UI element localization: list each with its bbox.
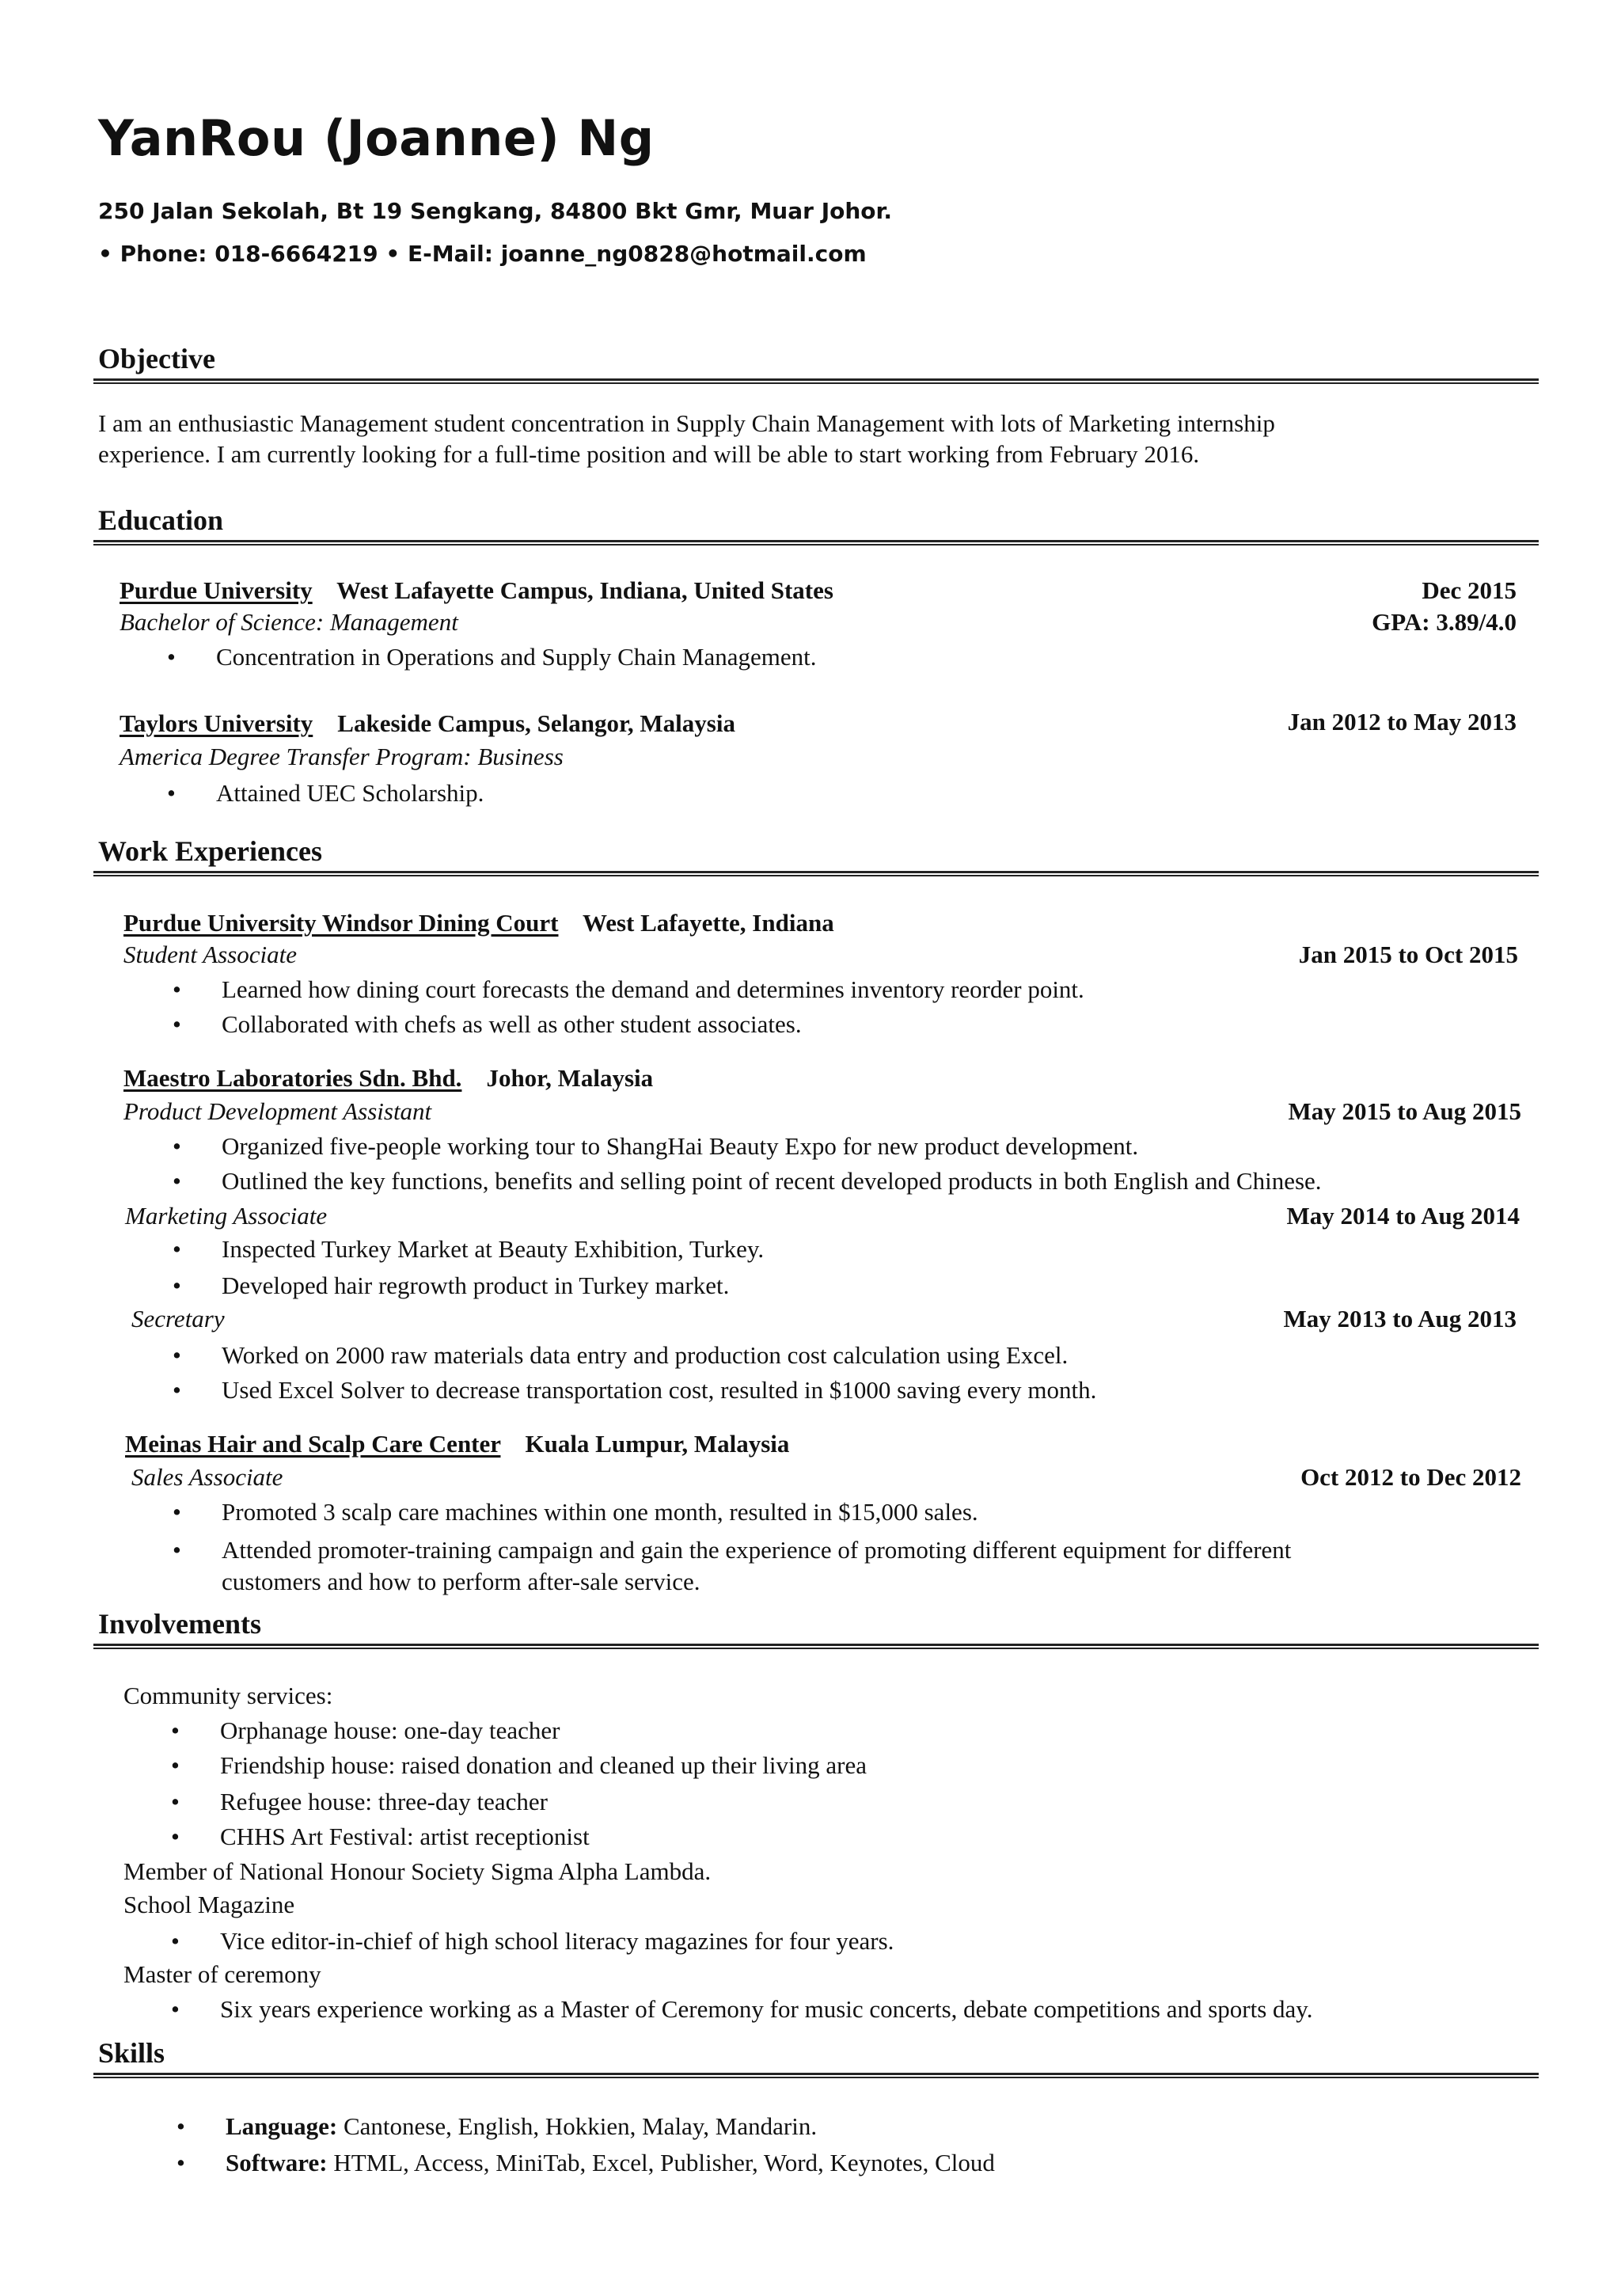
community-label: Community services: [123,1682,333,1709]
bullet-icon: • [177,2149,185,2176]
objective-line-2: experience. I am currently looking for a full-time position and will be able to start working from February 2016. [98,440,1200,468]
list-item: • Attended promoter-training campaign and gain the experience of promoting different equipment for different [173,1536,1292,1564]
address-line: 250 Jalan Sekolah, Bt 19 Sengkang, 84800 Bkt Gmr, Muar Johor. [98,198,892,224]
role-title: Sales Associate [131,1463,283,1491]
role-date: May 2015 to Aug 2015 [1288,1097,1521,1125]
employer-heading [125,1430,789,1458]
degree: America Degree Transfer Program: Business [120,743,564,770]
bullet-icon: • [173,1132,181,1160]
list-item: • Organized five-people working tour to ShangHai Beauty Expo for new product development. [173,1132,1139,1160]
role-title: Secretary [131,1305,225,1332]
list-item: • Attained UEC Scholarship. [167,779,484,807]
section-divider [93,540,1539,545]
bullet-icon: • [167,643,176,671]
list-item: • CHHS Art Festival: artist receptionist [171,1823,590,1850]
bullet-icon: • [173,1341,181,1369]
skill-label: Language: [226,2112,338,2140]
role-date: May 2013 to Aug 2013 [1283,1305,1517,1332]
role-date: Oct 2012 to Dec 2012 [1300,1463,1521,1491]
education-entry-2-heading [120,709,735,738]
honour-society: Member of National Honour Society Sigma Alpha Lambda. [123,1857,712,1885]
bullet-icon: • [173,1235,181,1263]
skill-item [177,2112,818,2141]
bullet-icon: • [171,1927,180,1955]
section-title-objective: Objective [98,343,215,374]
list-item: • Worked on 2000 raw materials data entry and production cost calculation using Excel. [173,1341,1069,1369]
bullet-icon: • [177,2112,185,2140]
list-item: • Learned how dining court forecasts the demand and determines inventory reorder point. [173,975,1084,1003]
bullet-icon: • [171,1788,180,1815]
role-date: Jan 2015 to Oct 2015 [1298,941,1518,968]
employer-heading [123,1064,653,1093]
education-date: Dec 2015 [1422,576,1517,604]
list-item: • Outlined the key functions, benefits and selling point of recent developed products in both English and Chinese. [173,1167,1322,1195]
mc-label: Master of ceremony [123,1960,321,1988]
role-title: Product Development Assistant [123,1097,432,1125]
bullet-icon: • [173,1498,181,1526]
bullet-icon: • [167,779,176,807]
degree: Bachelor of Science: Management [120,608,458,636]
section-title-work: Work Experiences [98,835,322,867]
bullet-icon: • [171,1751,180,1779]
list-item: • Used Excel Solver to decrease transportation cost, resulted in $1000 saving every month. [173,1376,1097,1404]
list-item: • Six years experience working as a Master of Ceremony for music concerts, debate competitions and sports day. [171,1995,1313,2023]
employer-location: West Lafayette, Indiana [582,909,834,937]
employer-location: Johor, Malaysia [486,1064,654,1092]
employer-location: Kuala Lumpur, Malaysia [525,1430,790,1458]
list-item: • Refugee house: three-day teacher [171,1788,548,1815]
school-name: Taylors University [120,709,313,737]
bullet-icon: • [173,1272,181,1299]
gpa: GPA: 3.89/4.0 [1372,608,1517,636]
skill-value: HTML, Access, MiniTab, Excel, Publisher, Word, Keynotes, Cloud [327,2149,995,2176]
section-title-skills: Skills [98,2037,165,2069]
bullet-icon: • [173,1167,181,1195]
section-divider [93,378,1539,384]
section-title-involvements: Involvements [98,1608,261,1640]
employer-name: Meinas Hair and Scalp Care Center [125,1430,501,1458]
contact-line: • Phone: 018-6664219 • E-Mail: joanne_ng0828@hotmail.com [98,241,867,267]
skill-value: Cantonese, English, Hokkien, Malay, Mandarin. [337,2112,818,2140]
list-item: • Collaborated with chefs as well as other student associates. [173,1010,802,1038]
school-name: Purdue University [120,576,313,604]
list-item: • Developed hair regrowth product in Turkey market. [173,1272,730,1299]
bullet-icon: • [173,1010,181,1038]
bullet-icon: • [171,1716,180,1744]
skill-item [177,2149,995,2177]
magazine-label: School Magazine [123,1891,295,1918]
list-item: • Promoted 3 scalp care machines within one month, resulted in $15,000 sales. [173,1498,978,1526]
bullet-icon: • [171,1823,180,1850]
bullet-icon: • [173,975,181,1003]
list-item: • Concentration in Operations and Supply Chain Management. [167,643,817,671]
bullet-icon: • [173,1376,181,1404]
employer-name: Purdue University Windsor Dining Court [123,909,559,937]
role-title: Student Associate [123,941,297,968]
list-item: • Orphanage house: one-day teacher [171,1716,560,1744]
employer-heading [123,909,834,937]
candidate-name: YanRou (Joanne) Ng [98,109,655,167]
school-location: West Lafayette Campus, Indiana, United States [336,576,833,604]
role-title: Marketing Associate [125,1202,328,1230]
section-title-education: Education [98,504,224,536]
list-item: • Friendship house: raised donation and cleaned up their living area [171,1751,867,1779]
employer-name: Maestro Laboratories Sdn. Bhd. [123,1064,462,1092]
education-entry-1-heading [120,576,833,605]
school-location: Lakeside Campus, Selangor, Malaysia [337,709,735,737]
section-divider [93,1644,1539,1649]
section-divider [93,2073,1539,2078]
list-item: • Vice editor-in-chief of high school literacy magazines for four years. [171,1927,894,1955]
role-date: May 2014 to Aug 2014 [1286,1202,1520,1230]
objective-line-1: I am an enthusiastic Management student concentration in Supply Chain Management with lots of Marketing internship [98,409,1275,437]
skill-label: Software: [226,2149,328,2176]
education-date: Jan 2012 to May 2013 [1287,708,1517,736]
bullet-icon: • [171,1995,180,2023]
list-item-continuation: customers and how to perform after-sale service. [222,1568,700,1595]
list-item: • Inspected Turkey Market at Beauty Exhibition, Turkey. [173,1235,765,1263]
section-divider [93,871,1539,876]
bullet-icon: • [173,1536,181,1564]
